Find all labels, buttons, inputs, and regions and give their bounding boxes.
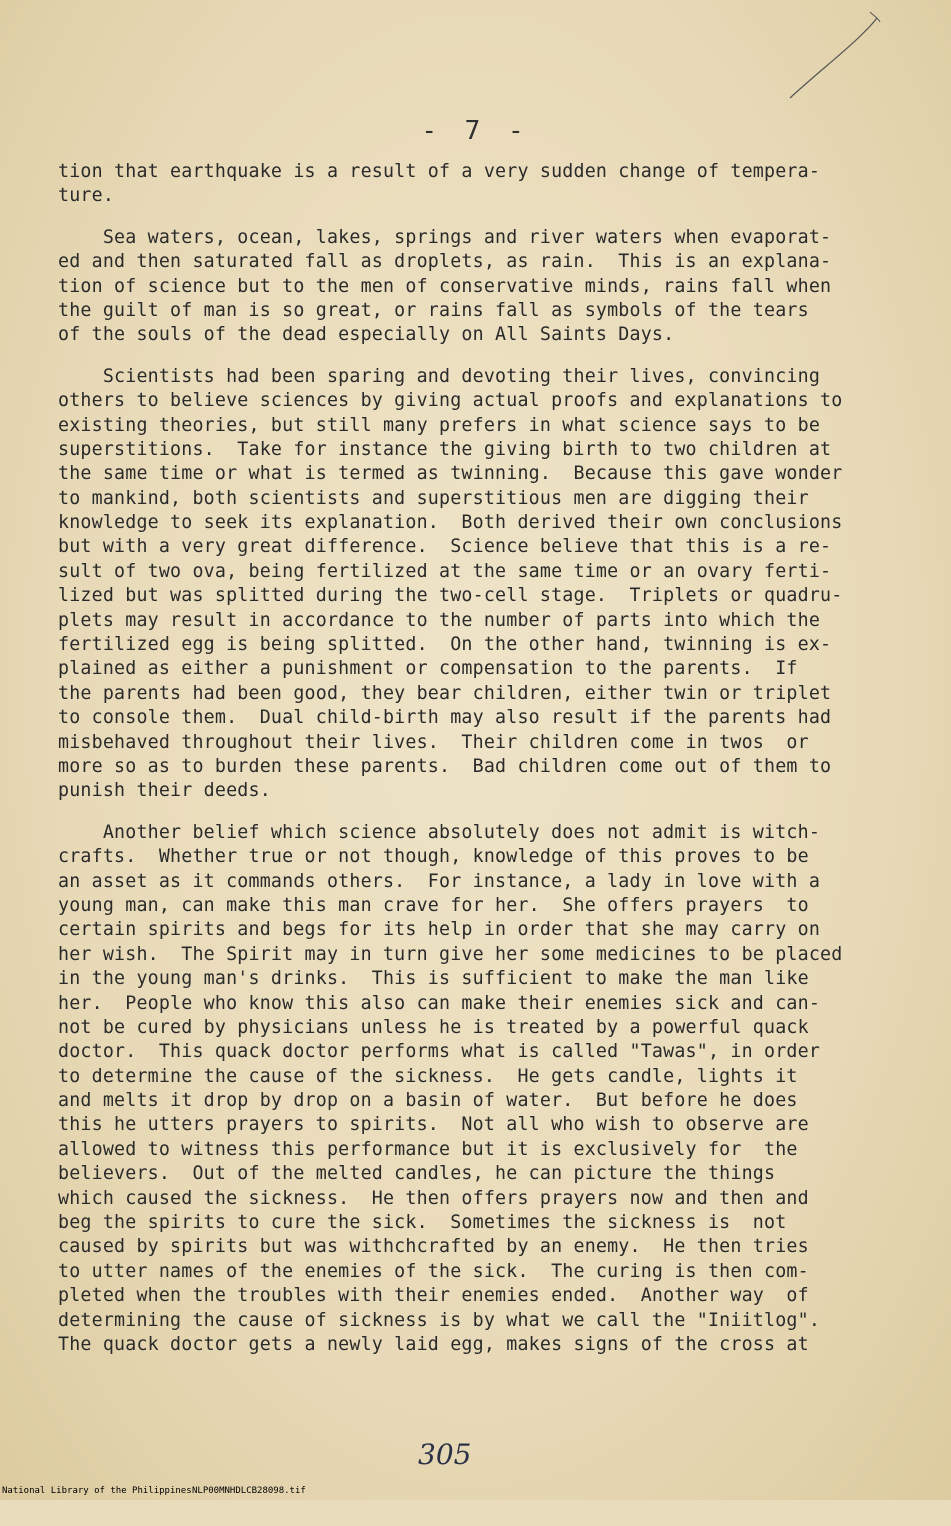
text-line: others to believe sciences by giving actual proofs and explanations to: [58, 390, 843, 412]
text-line: beg the spirits to cure the sick. Sometimes the sickness is not: [58, 1212, 787, 1234]
text-line: existing theories, but still many prefers in what science says to be: [58, 414, 821, 436]
text-line: the guilt of man is so great, or rains fall as symbols of the tears: [58, 299, 809, 321]
paragraph-gap: [58, 209, 908, 226]
text-line: certain spirits and begs for its help in order that she may carry on: [58, 919, 821, 941]
text-line: plained as either a punishment or compensation to the parents. If: [58, 658, 798, 680]
footer-file-name: NLP00MNHDLCB28098.tif: [192, 1486, 306, 1496]
text-line: crafts. Whether true or not though, knowledge of this proves to be: [58, 846, 809, 868]
text-line: the parents had been good, they bear children, either twin or triplet: [58, 682, 832, 704]
text-line: Scientists had been sparing and devoting their lives, convincing: [58, 365, 821, 387]
text-line: her wish. The Spirit may in turn give her some medicines to be placed: [58, 943, 843, 965]
text-line: pleted when the troubles with their enemies ended. Another way of: [58, 1285, 809, 1307]
paragraph-gap: [58, 804, 908, 821]
text-line: Another belief which science absolutely does not admit is witch-: [58, 821, 821, 843]
text-line: tion of science but to the men of conservative minds, rains fall when: [58, 275, 832, 297]
text-line: sult of two ova, being fertilized at the same time or an ovary ferti-: [58, 560, 832, 582]
paragraph: [58, 821, 908, 1358]
text-line: allowed to witness this performance but it is exclusively for the: [58, 1138, 798, 1160]
text-line: knowledge to seek its explanation. Both derived their own conclusions: [58, 512, 843, 534]
text-line: tion that earthquake is a result of a very sudden change of tempera-: [58, 161, 821, 182]
text-line: but with a very great difference. Science believe that this is a re-: [58, 536, 832, 558]
text-line: caused by spirits but was withchcrafted by an enemy. He then tries: [58, 1236, 809, 1258]
text-line: and melts it drop by drop on a basin of water. But before he does: [58, 1090, 798, 1112]
scan-footer: [2, 1486, 942, 1500]
paragraph-gap: [58, 348, 908, 365]
text-line: this he utters prayers to spirits. Not all who wish to observe are: [58, 1114, 809, 1136]
paragraph: [58, 160, 908, 209]
text-line: The quack doctor gets a newly laid egg, makes signs of the cross at: [58, 1333, 809, 1355]
text-line: doctor. This quack doctor performs what is called "Tawas", in order: [58, 1041, 821, 1063]
page-number: - 7 -: [421, 116, 530, 146]
handwritten-page-number: 305: [418, 1438, 472, 1471]
text-line: to console them. Dual child-birth may also result if the parents had: [58, 707, 832, 729]
text-line: fertilized egg is being splitted. On the other hand, twinning is ex-: [58, 634, 832, 656]
text-line: in the young man's drinks. This is sufficient to make the man like: [58, 968, 809, 990]
text-line: more so as to burden these parents. Bad children come out of them to: [58, 755, 832, 777]
body-text: [58, 160, 908, 1357]
text-line: to determine the cause of the sickness. He gets candle, lights it: [58, 1065, 798, 1087]
text-line: which caused the sickness. He then offers prayers now and then and: [58, 1187, 809, 1209]
text-line: young man, can make this man crave for her. She offers prayers to: [58, 894, 809, 916]
text-line: of the souls of the dead especially on All Saints Days.: [58, 324, 675, 346]
text-line: ture.: [58, 185, 115, 207]
text-line: determining the cause of sickness is by what we call the "Iniitlog".: [58, 1309, 821, 1331]
text-line: lized but was splitted during the two-cell stage. Triplets or quadru-: [58, 585, 843, 607]
paragraph: [58, 226, 908, 348]
text-line: not be cured by physicians unless he is treated by a powerful quack: [58, 1016, 809, 1038]
text-line: superstitions. Take for instance the giving birth to two children at: [58, 438, 832, 460]
text-line: believers. Out of the melted candles, he can picture the things: [58, 1163, 776, 1185]
text-line: Sea waters, ocean, lakes, springs and river waters when evaporat-: [58, 226, 832, 248]
text-line: punish their deeds.: [58, 780, 271, 802]
text-line: her. People who know this also can make their enemies sick and can-: [58, 992, 821, 1014]
text-line: to mankind, both scientists and superstitious men are digging their: [58, 487, 809, 509]
text-line: plets may result in accordance to the number of parts into which the: [58, 609, 821, 631]
text-line: ed and then saturated fall as droplets, as rain. This is an explana-: [58, 251, 832, 273]
text-line: an asset as it commands others. For instance, a lady in love with a: [58, 870, 821, 892]
text-line: to utter names of the enemies of the sick. The curing is then com-: [58, 1260, 809, 1282]
text-line: the same time or what is termed as twinning. Because this gave wonder: [58, 463, 843, 485]
text-line: misbehaved throughout their lives. Their children come in twos or: [58, 731, 809, 753]
footer-library-name: National Library of the Philippines: [2, 1486, 192, 1496]
paragraph: [58, 365, 908, 804]
